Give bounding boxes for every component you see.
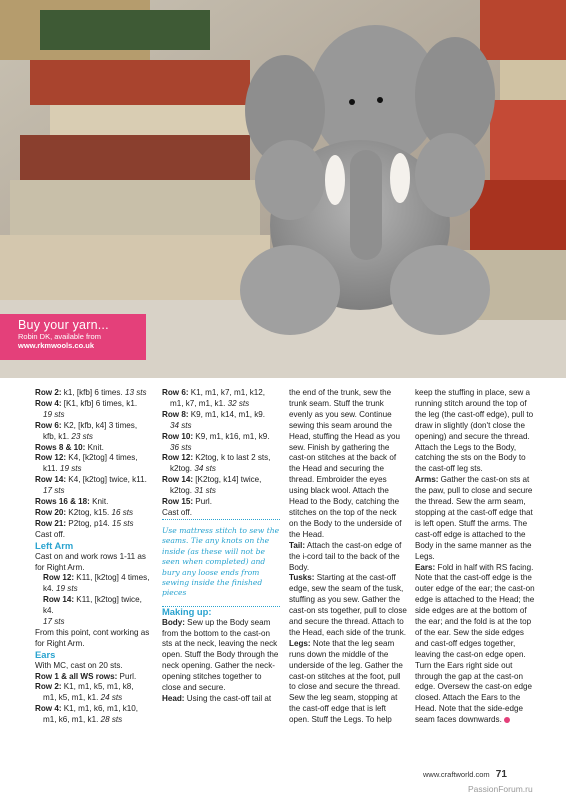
text-line: m1, k5, m1, k1. 24 sts <box>43 693 123 703</box>
yarn-line: Robin DK, available from <box>18 332 101 341</box>
pattern-row: Row 14: K4, [k2tog] twice, k11. <box>35 475 147 485</box>
text-line: Row 1 & all WS rows: Purl. <box>35 671 137 681</box>
text-line: the end of the trunk, sew the trunk seam. Stuff the trunk evenly as you sew. Continue sewing this seam around the Head, stuffing the Head as you sew. Finish by gathering the cast-on stitches at the back of the Head and securing the thread. Embroider the eyes using black wool. Attach the Head to the Body, catching the stitches on the top of the neck on the Body to the underside of the Head. <box>289 388 402 539</box>
text-line: 19 sts <box>43 409 65 419</box>
text-line: Row 6: K1, m1, k7, m1, k12, <box>162 388 266 397</box>
pattern-row: Rows 8 & 10: Knit. <box>35 442 104 452</box>
text-line: With MC, cast on 20 sts. <box>35 660 123 670</box>
text-line: 34 sts <box>170 420 192 430</box>
end-dot-icon <box>504 717 510 723</box>
text-line: Body: Sew up the Body seam from the bottom to the cast-on sts at the neck, leaving the neck open. Stuff the Body through the neck opening. Gather the neck-opening stitches together to close and secure. <box>162 617 279 693</box>
text-line: k2tog. 31 sts <box>170 486 216 496</box>
buy-your-yarn-box <box>0 314 146 360</box>
text-line: Row 12: K11, [k2tog] 4 times, <box>43 573 150 583</box>
text-line: Row 10: K9, m1, k16, m1, k9. <box>162 431 270 441</box>
pattern-row: Row 4: [K1, kfb] 6 times, k1. <box>35 398 138 408</box>
pattern-row: Row 2: k1, [kfb] 6 times. 13 sts <box>35 388 147 397</box>
text-line: Cast off. <box>162 507 192 517</box>
yarn-title: Buy your yarn... <box>18 318 109 332</box>
text-line: Row 12: K2tog, k to last 2 sts, <box>162 453 271 463</box>
text-line: k4. 19 sts <box>43 584 78 594</box>
text-line: From this point, cont working as for Right Arm. <box>35 627 150 648</box>
heading-making-up: Making up: <box>162 605 212 617</box>
column-4 <box>415 388 535 726</box>
heading-ears: Ears <box>35 648 56 660</box>
text-line: Row 14: K11, [k2tog] twice, k4. <box>43 595 142 616</box>
text-line: Arms: Gather the cast-on sts at the paw, pull to close and secure the thread. Sew the arm seam, stopping at the cast-off edge that is left open. Stuff the arms. The cast-off edge is attached to the Body in the same manner as the Legs. <box>415 475 533 561</box>
watermark: PassionForum.ru <box>468 784 533 794</box>
text-line: Row 15: Purl. <box>162 497 212 507</box>
yarn-url[interactable]: www.rkmwools.co.uk <box>18 341 94 350</box>
page-footer <box>423 769 507 780</box>
text-line: Row 4: K1, m1, k6, m1, k10, <box>35 704 139 714</box>
text-line: Legs: Note that the leg seam runs down the middle of the underside of the leg. Gather the cast-on stitches at the foot, pull to close and secure the thread. Sew the leg seam, stopping at the cast-off edge that is left open. Stuff the Legs. To help <box>289 638 403 725</box>
text-line: keep the stuffing in place, sew a running stitch around the top of the leg (the cast-off edge), pull to draw in slightly (don't close the opening) and secure the thread. Attach the Legs to the Body, catching the sts on the Body to the cast-off leg sts. <box>415 388 534 474</box>
text-line: m1, k7, m1, k1. 32 sts <box>170 398 250 408</box>
text-line: Row 8: K9, m1, k14, m1, k9. <box>162 409 266 419</box>
column-1 <box>35 388 153 726</box>
tip-box: Use mattress stitch to sew the seams. Tie any knots on the inside (as these will not be seen when completed) and bury any loose ends from sewing inside the finished pieces <box>162 519 280 607</box>
pattern-row: Row 20: K2tog, k15. 16 sts <box>35 507 134 517</box>
page-number: 71 <box>495 769 507 780</box>
pattern-row: Row 21: P2tog, p14. 15 sts <box>35 518 134 528</box>
text-line: Cast on and work rows 1-11 as for Right Arm. <box>35 551 146 572</box>
text-line: 17 sts <box>43 617 65 627</box>
text-line: m1, k6, m1, k1. 28 sts <box>43 715 123 725</box>
text-line: k11. 19 sts <box>43 464 82 474</box>
heading-left-arm: Left Arm <box>35 539 74 551</box>
text-line: Head: Using the cast-off tail at <box>162 693 272 703</box>
text-line: kfb, k1. 23 sts <box>43 431 93 441</box>
footer-url[interactable]: www.craftworld.com <box>423 770 490 779</box>
text-line: Cast off. <box>35 529 65 539</box>
text-line: Tail: Attach the cast-on edge of the i-cord tail to the back of the Body. <box>289 540 402 572</box>
column-3 <box>289 388 407 726</box>
pattern-row: Rows 16 & 18: Knit. <box>35 497 109 507</box>
pattern-row: Row 6: K2, [kfb, k4] 3 times, <box>35 420 138 430</box>
text-line: Tusks: Starting at the cast-off edge, sew the seam of the tusk, stuffing as you sew. Gather the cast-on sts together, pull to close and secure the thread. Attach to the Head, each side of the trunk. <box>289 573 407 637</box>
text-line: Row 14: [K2tog, k14] twice, <box>162 475 262 485</box>
text-line: 36 sts <box>170 442 192 452</box>
text-line: k2tog. 34 sts <box>170 464 216 474</box>
text-line: Row 2: K1, m1, k5, m1, k8, <box>35 682 134 692</box>
text-line: Ears: Fold in half with RS facing. Note that the cast-off edge is the outer edge of the ear; the cast-on edge is attached to the Head; the side edges are at the bottom of the ear; and the fold is at the top of the ear. Sew the side edges and cast-off edges together, leaving the cast-on edge open. Turn the Ears right side out through the gap at the cast-on edge. Oversew the cast-on edge closed. Attach the Ears to the Head. Note that the side-edge seam faces downwards. <box>415 562 535 725</box>
pattern-row: Row 12: K4, [k2tog] 4 times, <box>35 453 138 463</box>
text-line: 17 sts <box>43 486 65 496</box>
column-2 <box>162 388 280 705</box>
